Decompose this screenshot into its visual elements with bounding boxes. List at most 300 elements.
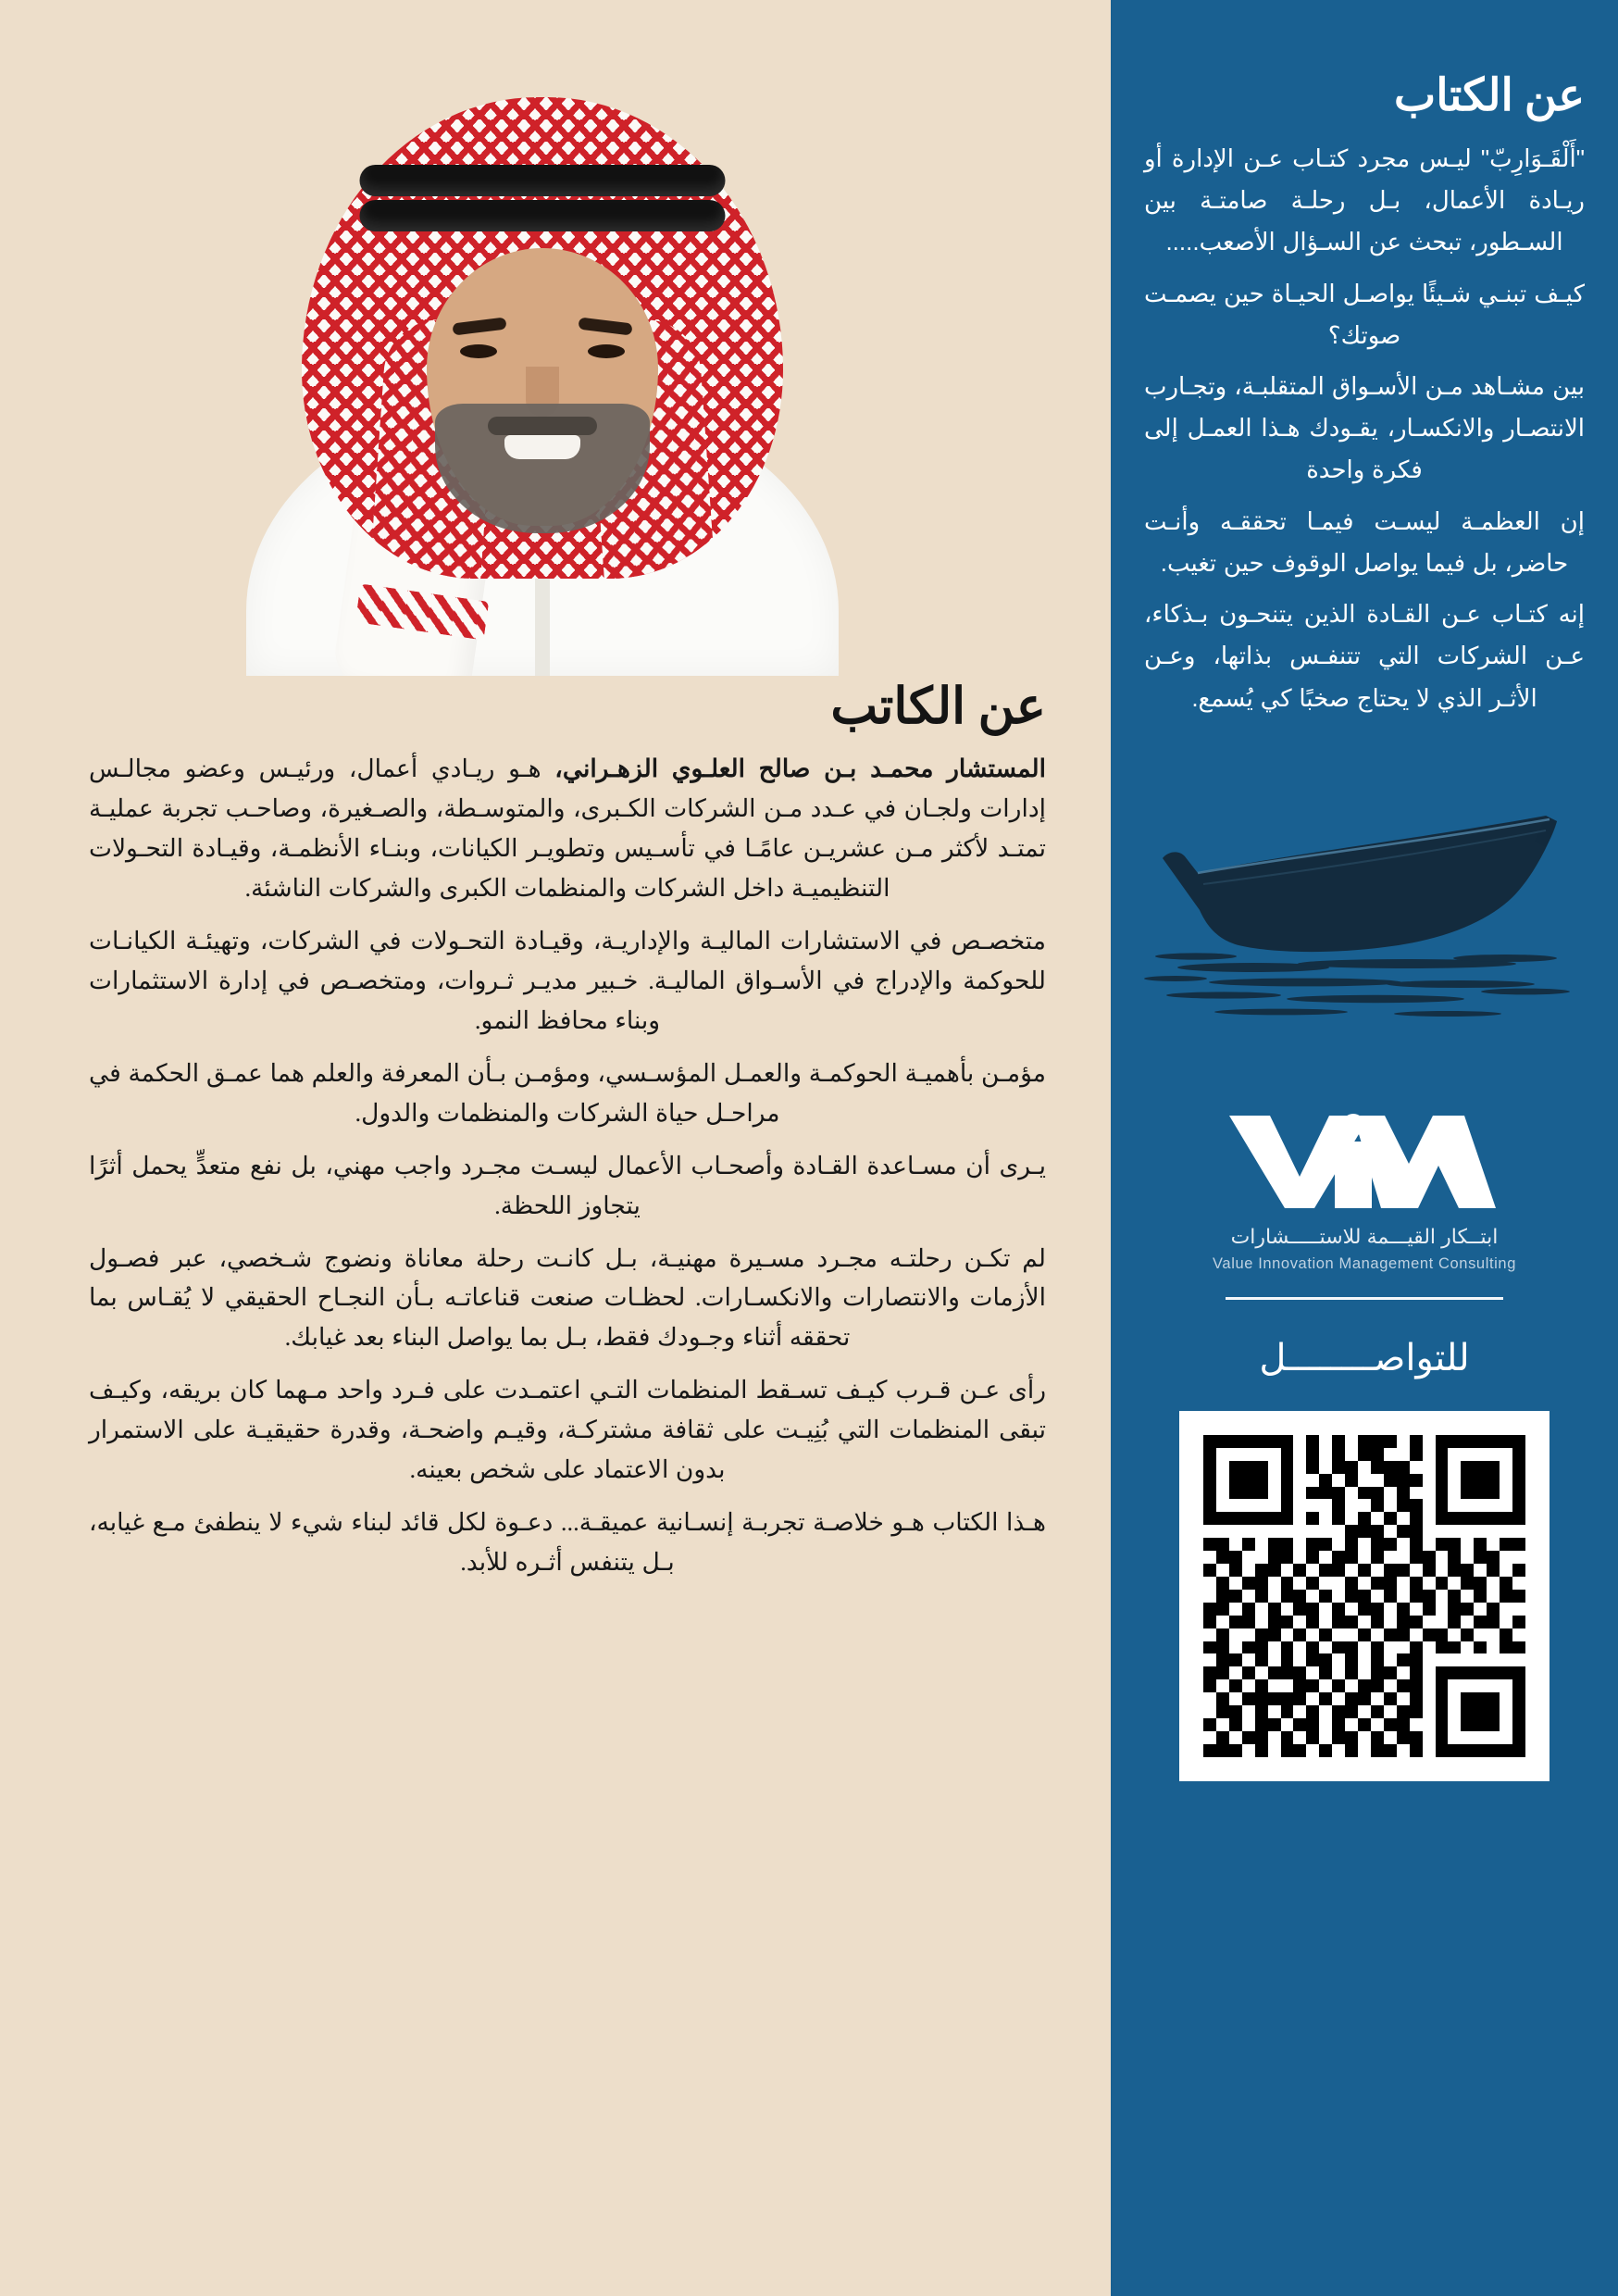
qr-module (1384, 1718, 1397, 1731)
qr-module (1436, 1551, 1449, 1564)
qr-module (1319, 1512, 1332, 1525)
qr-module (1203, 1692, 1216, 1705)
qr-module (1345, 1692, 1358, 1705)
qr-module (1216, 1666, 1229, 1679)
qr-module (1512, 1474, 1525, 1487)
qr-module (1410, 1564, 1423, 1577)
qr-module (1268, 1603, 1281, 1616)
qr-module (1461, 1705, 1474, 1718)
qr-module (1487, 1590, 1500, 1603)
qr-module (1448, 1461, 1461, 1474)
qr-module (1384, 1616, 1397, 1628)
qr-module (1216, 1525, 1229, 1538)
qr-module (1448, 1474, 1461, 1487)
qr-module (1397, 1628, 1410, 1641)
qr-module (1358, 1692, 1371, 1705)
qr-module (1423, 1590, 1436, 1603)
qr-module (1487, 1718, 1500, 1731)
qr-module (1371, 1448, 1384, 1461)
qr-module (1410, 1616, 1423, 1628)
qr-module (1474, 1499, 1487, 1512)
qr-module (1358, 1653, 1371, 1666)
qr-module (1512, 1603, 1525, 1616)
qr-module (1268, 1461, 1281, 1474)
qr-module (1358, 1499, 1371, 1512)
qr-module (1332, 1448, 1345, 1461)
qr-module (1436, 1487, 1449, 1500)
qr-module (1255, 1577, 1268, 1590)
qr-module (1461, 1512, 1474, 1525)
qr-module (1293, 1705, 1306, 1718)
qr-code-matrix (1203, 1435, 1525, 1757)
qr-module (1371, 1603, 1384, 1616)
qr-module (1242, 1564, 1255, 1577)
qr-module (1500, 1744, 1512, 1757)
qr-module (1423, 1499, 1436, 1512)
qr-module (1281, 1461, 1294, 1474)
book-section-heading: عن الكتاب (1394, 71, 1585, 120)
qr-module (1203, 1718, 1216, 1731)
qr-module (1268, 1731, 1281, 1744)
qr-module (1397, 1448, 1410, 1461)
qr-module (1319, 1705, 1332, 1718)
qr-module (1332, 1512, 1345, 1525)
qr-module (1319, 1653, 1332, 1666)
qr-module (1293, 1499, 1306, 1512)
qr-module (1461, 1744, 1474, 1757)
qr-module (1281, 1692, 1294, 1705)
qr-module (1332, 1731, 1345, 1744)
qr-module (1512, 1705, 1525, 1718)
qr-module (1345, 1499, 1358, 1512)
qr-module (1281, 1499, 1294, 1512)
qr-module (1512, 1461, 1525, 1474)
qr-module (1268, 1641, 1281, 1654)
author-paragraph: يـرى أن مسـاعدة القـادة وأصحـاب الأعمال ليسـت مجـرد واجب مهني، بل نفع متعدٍّ يحمل أثرًا يتجاوز اللحظة. (89, 1151, 1046, 1219)
qr-module (1268, 1653, 1281, 1666)
qr-module (1293, 1718, 1306, 1731)
qr-module (1487, 1435, 1500, 1448)
qr-module (1358, 1616, 1371, 1628)
qr-module (1306, 1435, 1319, 1448)
qr-module (1345, 1435, 1358, 1448)
author-paragraph: مؤمـن بأهميـة الحوكمـة والعمـل المؤسـسي، ومؤمـن بـأن المعرفة والعلم هما عمـق الحكمة في مراحـل حياة الشركات والمنظمات والدول. (89, 1058, 1046, 1127)
qr-module (1474, 1641, 1487, 1654)
qr-module (1242, 1435, 1255, 1448)
qr-module (1512, 1641, 1525, 1654)
qr-module (1345, 1487, 1358, 1500)
qr-module (1216, 1461, 1229, 1474)
qr-module (1512, 1525, 1525, 1538)
qr-module (1281, 1679, 1294, 1692)
qr-module (1461, 1666, 1474, 1679)
qr-module (1319, 1577, 1332, 1590)
qr-code[interactable] (1179, 1411, 1550, 1781)
qr-module (1268, 1679, 1281, 1692)
qr-module (1448, 1641, 1461, 1654)
qr-module (1500, 1705, 1512, 1718)
qr-module (1448, 1616, 1461, 1628)
qr-module (1423, 1487, 1436, 1500)
qr-module (1203, 1538, 1216, 1551)
qr-module (1512, 1435, 1525, 1448)
qr-module (1423, 1577, 1436, 1590)
qr-module (1461, 1692, 1474, 1705)
qr-module (1268, 1666, 1281, 1679)
author-paragraph: رأى عـن قـرب كيـف تسـقط المنظمات التـي اعتمـدت على فـرد واحد مـهما كان بريقه، وكيـف تبقى المنظمات التي بُنِيـت على ثقافة مشتركـة، وقيـم واضحـة، وقدرة حقيقيـة على الاستمرار بدون الاعتماد على شخص بعينه. (89, 1376, 1046, 1484)
qr-module (1281, 1435, 1294, 1448)
qr-module (1423, 1641, 1436, 1654)
qr-module (1461, 1731, 1474, 1744)
qr-module (1229, 1448, 1242, 1461)
qr-module (1436, 1731, 1449, 1744)
qr-module (1306, 1705, 1319, 1718)
qr-module (1487, 1744, 1500, 1757)
qr-module (1410, 1744, 1423, 1757)
qr-module (1268, 1487, 1281, 1500)
qr-module (1268, 1435, 1281, 1448)
qr-module (1281, 1525, 1294, 1538)
qr-module (1487, 1679, 1500, 1692)
qr-module (1487, 1538, 1500, 1551)
qr-module (1474, 1474, 1487, 1487)
qr-module (1487, 1603, 1500, 1616)
qr-module (1255, 1641, 1268, 1654)
igal-cord-lower (360, 200, 726, 231)
qr-module (1332, 1705, 1345, 1718)
qr-module (1436, 1435, 1449, 1448)
qr-module (1255, 1705, 1268, 1718)
qr-module (1216, 1448, 1229, 1461)
qr-module (1423, 1744, 1436, 1757)
qr-module (1242, 1577, 1255, 1590)
qr-module (1448, 1435, 1461, 1448)
qr-module (1268, 1692, 1281, 1705)
qr-module (1306, 1499, 1319, 1512)
qr-module (1397, 1499, 1410, 1512)
qr-module (1203, 1487, 1216, 1500)
qr-module (1293, 1551, 1306, 1564)
qr-module (1448, 1525, 1461, 1538)
qr-module (1448, 1692, 1461, 1705)
boat-illustration (1142, 801, 1587, 1032)
qr-module (1229, 1590, 1242, 1603)
qr-module (1410, 1512, 1423, 1525)
qr-module (1474, 1512, 1487, 1525)
qr-module (1500, 1577, 1512, 1590)
qr-module (1384, 1679, 1397, 1692)
qr-module (1384, 1590, 1397, 1603)
qr-module (1345, 1616, 1358, 1628)
qr-module (1332, 1499, 1345, 1512)
qr-module (1448, 1448, 1461, 1461)
qr-module (1255, 1474, 1268, 1487)
qr-module (1371, 1628, 1384, 1641)
author-paragraph-text: هـو ريـادي أعمال، ورئيـس وعضو مجالـس إدارات ولجـان في عـدد مـن الشركات الكـبرى، والمتوسـطة، والصـغيرة، وصاحـب تجربة عمليـة تمتـد لأكثر مـن عشريـن عامًـا في تأسـيس وتطويـر الكيانات، وبنـاء الأنظمـة، وقيـادة التحـولات التنظيميـة داخل الشركات والمنظمات الكبرى والشركات الناشئة. (89, 755, 1046, 903)
qr-module (1242, 1718, 1255, 1731)
qr-module (1397, 1731, 1410, 1744)
qr-module (1436, 1679, 1449, 1692)
qr-module (1306, 1512, 1319, 1525)
qr-module (1487, 1499, 1500, 1512)
qr-module (1358, 1474, 1371, 1487)
qr-module (1306, 1744, 1319, 1757)
qr-module (1371, 1499, 1384, 1512)
qr-module (1423, 1666, 1436, 1679)
qr-module (1293, 1512, 1306, 1525)
qr-module (1384, 1603, 1397, 1616)
qr-module (1293, 1616, 1306, 1628)
qr-module (1384, 1461, 1397, 1474)
qr-module (1306, 1487, 1319, 1500)
qr-module (1410, 1718, 1423, 1731)
qr-module (1461, 1461, 1474, 1474)
qr-module (1319, 1679, 1332, 1692)
qr-module (1461, 1653, 1474, 1666)
qr-module (1306, 1448, 1319, 1461)
qr-module (1397, 1666, 1410, 1679)
qr-module (1281, 1564, 1294, 1577)
qr-module (1345, 1628, 1358, 1641)
author-name: المستشار محمـد بـن صالح العلـوي الزهـراني، (554, 755, 1046, 783)
moustache (488, 417, 597, 435)
qr-module (1410, 1525, 1423, 1538)
qr-module (1500, 1628, 1512, 1641)
qr-module (1345, 1448, 1358, 1461)
author-portrait (0, 0, 1111, 676)
qr-module (1487, 1564, 1500, 1577)
qr-module (1512, 1577, 1525, 1590)
qr-module (1423, 1512, 1436, 1525)
qr-module (1229, 1679, 1242, 1692)
book-paragraph: بين مشـاهد مـن الأسـواق المتقلبـة، وتجـارب الانتصـار والانكسـار، يقـودك هـذا العمـل إلى فكرة واحدة (1144, 371, 1585, 484)
qr-module (1371, 1474, 1384, 1487)
qr-module (1293, 1448, 1306, 1461)
qr-module (1512, 1551, 1525, 1564)
qr-module (1229, 1641, 1242, 1654)
qr-module (1410, 1474, 1423, 1487)
qr-module (1203, 1525, 1216, 1538)
qr-module (1410, 1731, 1423, 1744)
qr-module (1242, 1538, 1255, 1551)
qr-module (1332, 1538, 1345, 1551)
qr-module (1293, 1435, 1306, 1448)
qr-module (1397, 1512, 1410, 1525)
qr-module (1358, 1512, 1371, 1525)
qr-module (1397, 1538, 1410, 1551)
qr-module (1436, 1666, 1449, 1679)
qr-module (1410, 1628, 1423, 1641)
qr-module (1306, 1679, 1319, 1692)
qr-module (1358, 1577, 1371, 1590)
vim-logo-mark-icon (1226, 1110, 1503, 1214)
qr-module (1512, 1731, 1525, 1744)
qr-module (1255, 1666, 1268, 1679)
qr-module (1332, 1487, 1345, 1500)
qr-module (1371, 1525, 1384, 1538)
qr-module (1397, 1525, 1410, 1538)
qr-module (1500, 1435, 1512, 1448)
qr-module (1281, 1616, 1294, 1628)
qr-module (1216, 1628, 1229, 1641)
qr-module (1255, 1538, 1268, 1551)
qr-module (1216, 1564, 1229, 1577)
qr-module (1216, 1435, 1229, 1448)
qr-module (1410, 1499, 1423, 1512)
qr-module (1345, 1718, 1358, 1731)
qr-module (1242, 1448, 1255, 1461)
qr-module (1242, 1603, 1255, 1616)
qr-module (1255, 1512, 1268, 1525)
qr-module (1487, 1551, 1500, 1564)
qr-module (1371, 1577, 1384, 1590)
portrait-illustration (218, 0, 866, 676)
qr-module (1436, 1705, 1449, 1718)
qr-module (1345, 1564, 1358, 1577)
qr-module (1358, 1551, 1371, 1564)
qr-module (1410, 1487, 1423, 1500)
qr-module (1229, 1525, 1242, 1538)
qr-module (1423, 1679, 1436, 1692)
qr-module (1242, 1744, 1255, 1757)
qr-module (1281, 1577, 1294, 1590)
qr-module (1319, 1666, 1332, 1679)
qr-module (1500, 1474, 1512, 1487)
qr-module (1512, 1564, 1525, 1577)
qr-module (1487, 1512, 1500, 1525)
qr-module (1423, 1653, 1436, 1666)
qr-module (1216, 1551, 1229, 1564)
qr-module (1345, 1679, 1358, 1692)
qr-module (1512, 1448, 1525, 1461)
qr-module (1512, 1499, 1525, 1512)
qr-module (1448, 1551, 1461, 1564)
qr-module (1500, 1590, 1512, 1603)
qr-module (1474, 1653, 1487, 1666)
qr-module (1358, 1641, 1371, 1654)
qr-module (1500, 1692, 1512, 1705)
qr-module (1371, 1744, 1384, 1757)
qr-module (1293, 1577, 1306, 1590)
qr-module (1487, 1525, 1500, 1538)
qr-module (1319, 1538, 1332, 1551)
qr-module (1332, 1692, 1345, 1705)
qr-module (1448, 1499, 1461, 1512)
qr-module (1345, 1744, 1358, 1757)
qr-module (1345, 1551, 1358, 1564)
qr-module (1500, 1551, 1512, 1564)
qr-module (1332, 1525, 1345, 1538)
qr-module (1345, 1653, 1358, 1666)
qr-module (1448, 1666, 1461, 1679)
qr-module (1410, 1641, 1423, 1654)
qr-module (1293, 1744, 1306, 1757)
qr-module (1397, 1435, 1410, 1448)
qr-module (1242, 1474, 1255, 1487)
qr-module (1268, 1718, 1281, 1731)
qr-module (1500, 1616, 1512, 1628)
qr-module (1229, 1666, 1242, 1679)
qr-module (1371, 1435, 1384, 1448)
vim-logo-english-tagline: Value Innovation Management Consulting (1213, 1254, 1516, 1272)
qr-module (1216, 1474, 1229, 1487)
qr-module (1281, 1538, 1294, 1551)
qr-module (1255, 1718, 1268, 1731)
qr-module (1436, 1512, 1449, 1525)
qr-module (1384, 1551, 1397, 1564)
qr-module (1281, 1705, 1294, 1718)
qr-module (1436, 1564, 1449, 1577)
qr-module (1255, 1590, 1268, 1603)
qr-module (1384, 1564, 1397, 1577)
qr-module (1306, 1461, 1319, 1474)
qr-module (1384, 1705, 1397, 1718)
qr-module (1319, 1616, 1332, 1628)
qr-module (1423, 1731, 1436, 1744)
qr-module (1358, 1590, 1371, 1603)
qr-module (1487, 1577, 1500, 1590)
qr-module (1332, 1744, 1345, 1757)
igal-cord-upper (360, 165, 726, 196)
qr-module (1371, 1564, 1384, 1577)
qr-module (1397, 1551, 1410, 1564)
qr-module (1461, 1538, 1474, 1551)
eyebrow-left (452, 318, 506, 336)
qr-module (1255, 1744, 1268, 1757)
qr-module (1358, 1564, 1371, 1577)
book-panel (1111, 0, 1618, 2296)
mouth (504, 435, 580, 459)
qr-module (1500, 1603, 1512, 1616)
qr-module (1306, 1538, 1319, 1551)
author-bio-body (0, 676, 1111, 2296)
qr-module (1371, 1641, 1384, 1654)
qr-module (1203, 1551, 1216, 1564)
qr-module (1281, 1551, 1294, 1564)
qr-module (1216, 1731, 1229, 1744)
qr-module (1293, 1487, 1306, 1500)
qr-module (1332, 1641, 1345, 1654)
qr-module (1371, 1731, 1384, 1744)
qr-module (1203, 1679, 1216, 1692)
qr-module (1345, 1461, 1358, 1474)
qr-module (1216, 1744, 1229, 1757)
qr-module (1332, 1590, 1345, 1603)
qr-module (1487, 1628, 1500, 1641)
qr-module (1423, 1525, 1436, 1538)
qr-module (1229, 1692, 1242, 1705)
qr-module (1474, 1538, 1487, 1551)
qr-module (1306, 1666, 1319, 1679)
qr-module (1500, 1666, 1512, 1679)
qr-module (1242, 1666, 1255, 1679)
qr-module (1461, 1487, 1474, 1500)
qr-module (1500, 1564, 1512, 1577)
qr-module (1229, 1705, 1242, 1718)
qr-module (1268, 1616, 1281, 1628)
qr-module (1203, 1564, 1216, 1577)
qr-module (1397, 1603, 1410, 1616)
qr-module (1216, 1512, 1229, 1525)
qr-module (1306, 1692, 1319, 1705)
qr-module (1397, 1487, 1410, 1500)
qr-module (1293, 1461, 1306, 1474)
qr-module (1500, 1512, 1512, 1525)
qr-module (1500, 1641, 1512, 1654)
qr-module (1384, 1628, 1397, 1641)
qr-module (1371, 1461, 1384, 1474)
author-paragraph: متخصـص في الاستشارات الماليـة والإداريـة، وقيـادة التحـولات في الشركات، وتهيئـة الكيانـات للحوكمة والإدراج في الأسـواق الماليـة. خـبير مديـر ثـروات، ومتخصـص في إدارة الاستثمارات وبناء محافظ النمو. (89, 927, 1046, 1034)
